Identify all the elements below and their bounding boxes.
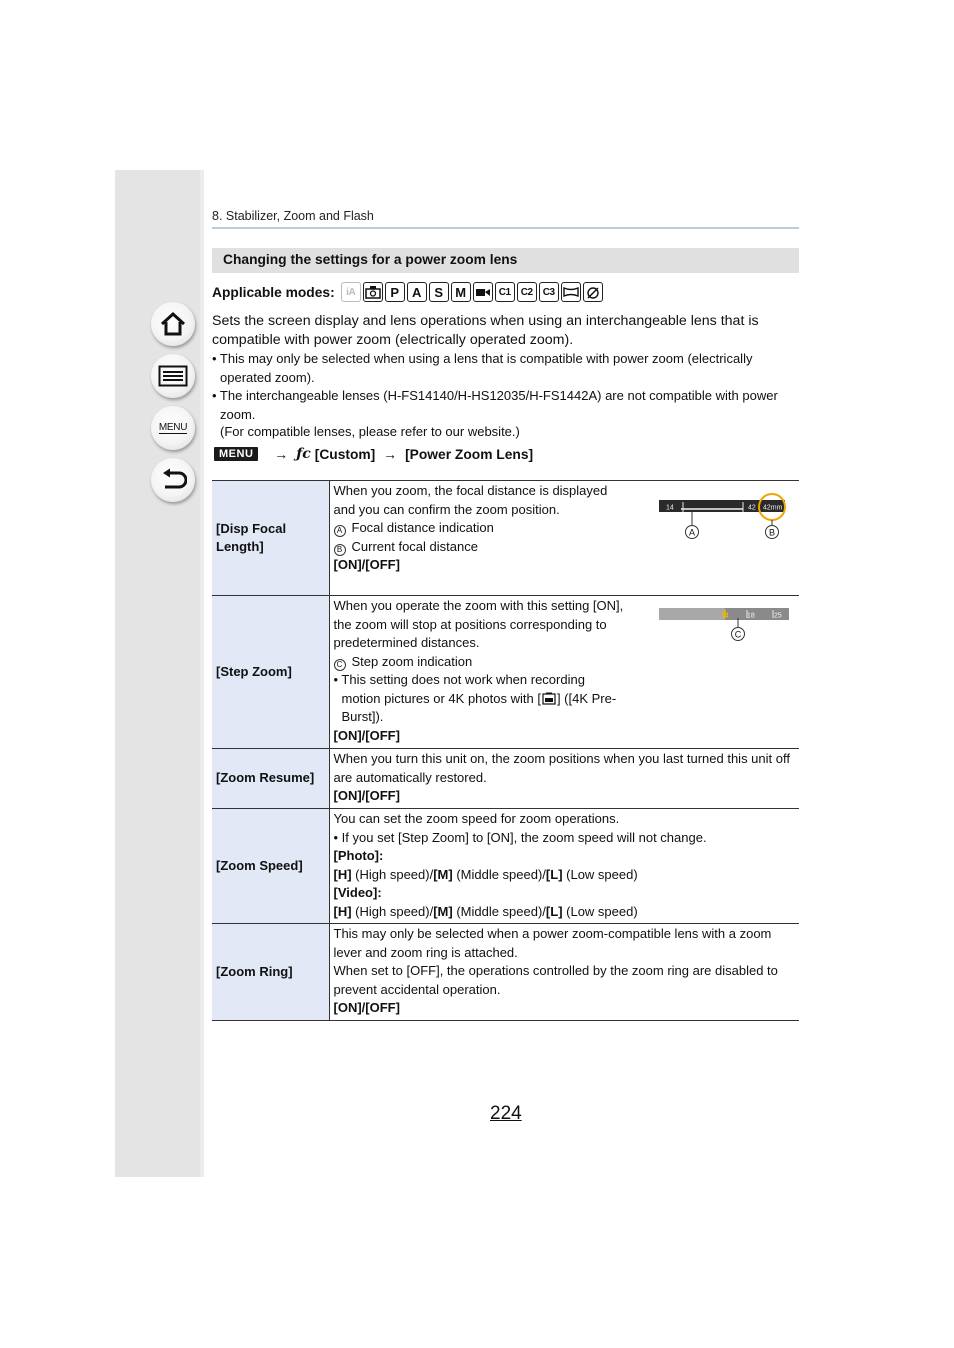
row-label: [Disp Focal Length] [212,481,329,596]
focal-length-figure [655,482,795,552]
home-icon [159,311,187,337]
mode-ia-plus-icon [363,282,383,302]
legend-a: Focal distance indication [351,520,494,535]
table-row [212,924,799,1021]
fig-left-value: 14 [666,504,674,512]
row-desc [329,481,799,596]
row-label: [Step Zoom] [212,596,329,749]
mode-creative-video-icon [473,282,493,302]
marker-b: B [334,544,346,556]
fig-mark-b: B [768,527,776,538]
mode-c3-icon: C3 [539,282,559,302]
custom-menu-icon: ƒc [296,446,311,462]
applicable-modes [212,281,605,303]
row-bullet: • If you set [Step Zoom] to [ON], the zoom speed will not change. [333,829,707,845]
menu-icon: MENU [158,422,188,433]
table-row [212,809,799,924]
row-desc [329,596,799,749]
marker-a: A [334,525,346,537]
home-button[interactable] [151,302,195,346]
legend-b: Current focal distance [351,538,478,554]
legend-c: Step zoom indication [351,653,473,669]
list-icon [158,365,188,387]
row-bullet [334,671,624,727]
table-row [212,749,799,809]
note-bullet-2: • The interchangeable lenses (H-FS14140/H-HS12035/H-FS1442A) are not compatible with power zoom. [212,388,778,422]
video-speeds: [H] (High speed)/[M] (Middle speed)/[L] (Low speed) [333,903,638,919]
row-setting: [ON]/[OFF] [333,1000,400,1015]
back-button[interactable] [151,458,195,502]
contents-button[interactable] [151,354,195,398]
fig-current: 42mm [763,504,783,512]
fig-mark-a: A [688,527,696,538]
header-rule [212,227,799,229]
mode-c1-icon: C1 [495,282,515,302]
fig-right-value: 42 [748,504,756,512]
mode-p-icon: P [385,282,405,302]
menu-path-custom: [Custom] [314,446,376,462]
mode-s-icon: S [429,282,449,302]
mode-c2-icon: C2 [517,282,537,302]
row-text: When you zoom, the focal distance is displayed and you can confirm the zoom position. [333,483,608,517]
row-text-1: This may only be selected when a power zoom-compatible lens with a zoom lever and zoom ring is attached. [333,926,772,960]
mode-m-icon: M [451,282,471,302]
row-text: When you operate the zoom with this setting [ON], the zoom will stop at positions corresponding to predetermined distances. [333,598,624,650]
row-text: You can set the zoom speed for zoom operations. [333,811,620,826]
row-text-2: When set to [OFF], the operations controlled by the zoom ring are disabled to prevent accidental operation. [333,963,778,997]
marker-c: C [334,659,346,671]
row-label: [Zoom Speed] [212,809,329,924]
mode-ia-icon: iA [341,282,361,302]
intro-text: Sets the screen display and lens operations when using an interchangeable lens that is compatible with power zoom (electrically operated zoom). [212,313,759,348]
mode-scene-guide-icon [583,282,603,302]
row-setting: [ON]/[OFF] [333,557,400,572]
fig-v1: 14 [721,612,729,620]
bullet-pre: • This setting does not work when recording motion pictures or 4K photos with [ [333,672,585,706]
photo-speeds: [H] (High speed)/[M] (Middle speed)/[L] (Low speed) [333,866,638,882]
row-text: When you turn this unit on, the zoom positions when you last turned this unit off are automatically restored. [333,751,790,785]
table-row [212,596,799,749]
arrow-icon: → [274,446,289,462]
back-arrow-icon [159,467,187,493]
video-label: [Video]: [333,885,382,900]
menu-chip: MENU [214,447,258,461]
settings-table [212,480,799,1021]
row-desc [329,809,799,924]
note-bullet-1: • This may only be selected when using a lens that is compatible with power zoom (electrically operated zoom). [212,351,753,385]
mode-panorama-icon [561,282,581,302]
row-desc [329,749,799,809]
step-zoom-figure [655,597,795,647]
breadcrumb: 8. Stabilizer, Zoom and Flash [212,209,374,223]
modes-label: Applicable modes: [212,284,335,300]
compat-note: (For compatible lenses, please refer to our website.) [220,424,520,439]
bullet-post: ] ([4K Pre-Burst]). [341,690,617,724]
page-number: 224 [490,1103,522,1124]
photo-label: [Photo]: [333,848,384,863]
row-label: [Zoom Resume] [212,749,329,809]
section-title: Changing the settings for a power zoom lens [212,248,799,273]
arrow-icon-2: → [383,446,398,462]
4k-photo-icon [542,692,556,705]
sidebar-edge [200,170,204,1177]
row-setting: [ON]/[OFF] [333,727,400,743]
fig-mark-c: C [734,629,742,640]
row-label: [Zoom Ring] [212,924,329,1021]
row-desc [329,924,799,1021]
menu-path [214,446,533,462]
fig-v2: 18 [747,612,755,620]
table-row [212,481,799,596]
row-setting: [ON]/[OFF] [333,788,400,803]
menu-button[interactable] [151,406,195,450]
mode-a-icon: A [407,282,427,302]
menu-path-item: [Power Zoom Lens] [405,446,534,462]
fig-v3: 25 [774,612,782,620]
